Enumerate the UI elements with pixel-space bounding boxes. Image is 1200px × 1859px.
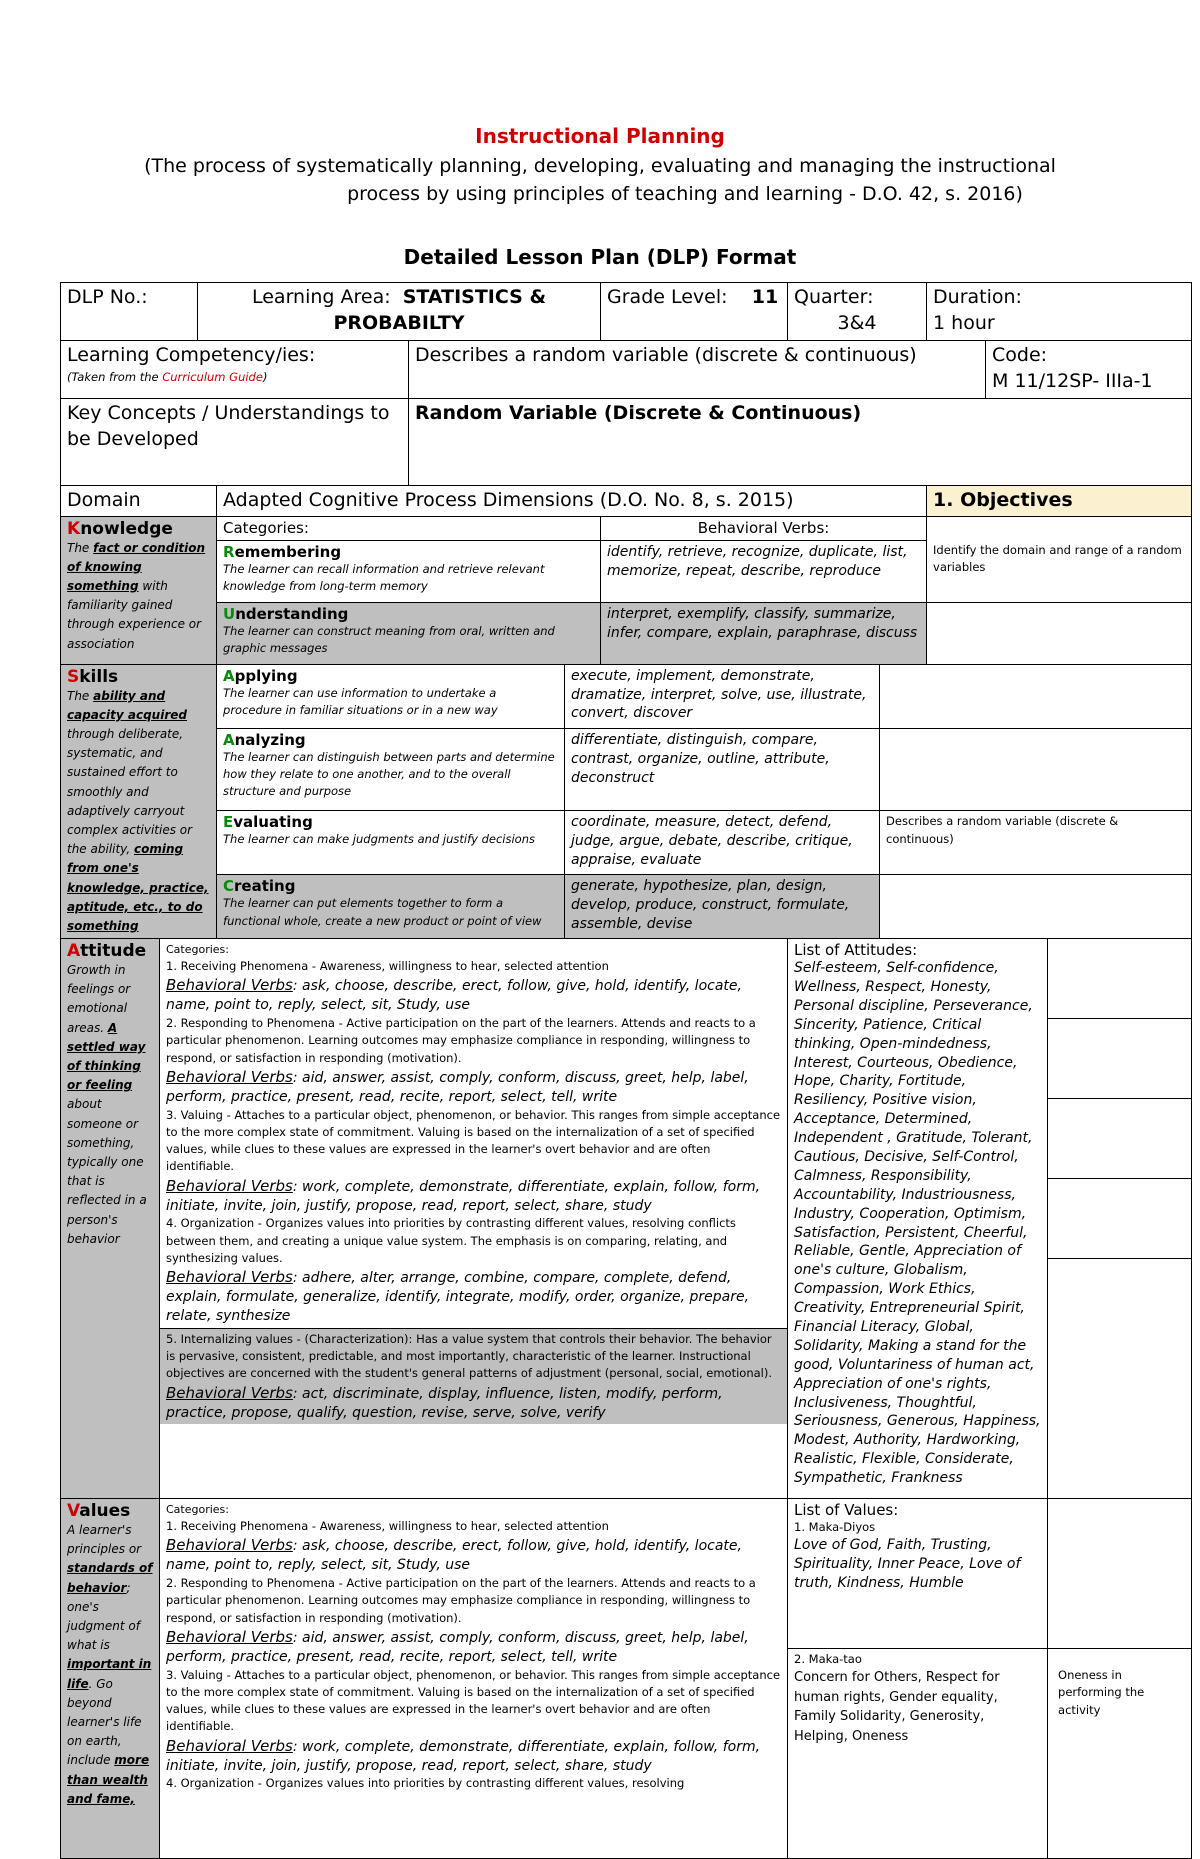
domain-label: Domain — [61, 486, 217, 517]
values-title: Values — [67, 1501, 131, 1522]
creating-desc: The learner can put elements together to form a functional whole, create a new product or point of view — [223, 896, 542, 928]
attitude-list: Self-esteem, Self-confidence, Wellness, Respect, Honesty, Personal discipline, Perseverance, Sincerity, Patience, Critical thinking, Open-mindedness, Interest, Courteous, Obedience, Hope, Charity, Fortitude, Resiliency, Positive vision, Acceptance, Determined, Independent , Gratitude, Tolerant, Cautious, Decisive, Self-Control, Calmness, Responsibility, Accountability, Industriousness, Industry, Cooperation, Optimism, Satisfaction, Persistent, Cheerful, Reliable, Gentle, Appreciation of one's culture, Globalism, Compassion, Work Ethics, Creativity, Entrepreneurial Spirit, Financial Literacy, Global, Solidarity, Making a stand for the good, Voluntariness of human act, Appreciation of one's rights, Inclusiveness, Thoughtful, Seriousness, Generous, Happiness, Modest, Authority, Hardworking, Realistic, Flexible, Considerate, Sympathetic, Frankness — [794, 960, 1041, 1487]
remembering-cell — [217, 540, 601, 602]
evaluating-title: Evaluating — [223, 813, 313, 832]
attitude-cat4: 4. Organization - Organizes values into priorities by contrasting different values, resolving conflicts between them, and creating a unique value system. The emphasis is on comparing, relating, and synthesizing values. — [166, 1216, 736, 1265]
maka-diyos-label: 1. Maka-Diyos — [794, 1520, 876, 1535]
attitude-objective-cell — [1048, 939, 1192, 1499]
attitude-cat3-verbs: Behavioral Verbs: work, complete, demonstrate, differentiate, explain, follow, form, initiate, invite, join, justify, propose, read, report, select, share, study — [166, 1176, 761, 1214]
attitude-cat1-verbs: Behavioral Verbs: ask, choose, describe, erect, follow, give, hold, identify, locate, name, point to, reply, select, sit, Study, use — [166, 976, 742, 1014]
quarter-value: 3&4 — [837, 311, 877, 334]
dimensions-label: Adapted Cognitive Process Dimensions (D.O. No. 8, s. 2015) — [217, 486, 927, 517]
analyzing-objective — [880, 728, 1192, 811]
values-categories-cell — [160, 1499, 788, 1859]
competency-note: (Taken from the Curriculum Guide) — [67, 369, 268, 384]
attitude-cell — [61, 939, 160, 1499]
document-subtitle-line2: process by using principles of teaching and learning - D.O. 42, s. 2016) — [347, 183, 1023, 205]
creating-title: Creating — [223, 877, 296, 896]
attitude-list-label: List of Attitudes: — [794, 941, 918, 960]
analyzing-cell — [217, 728, 565, 811]
maka-tao-objective: Oneness in performing the activity — [1058, 1668, 1145, 1717]
applying-objective — [880, 664, 1192, 728]
values-cat1: 1. Receiving Phenomena - Awareness, willingness to hear, selected attention — [166, 1519, 609, 1534]
analyzing-desc: The learner can distinguish between parts and determine how they relate to one another, and to the overall structure and purpose — [223, 749, 555, 799]
maka-tao-box — [788, 1649, 1048, 1858]
competency-value: Describes a random variable (discrete & continuous) — [409, 341, 986, 399]
attitude-cat2-verbs: Behavioral Verbs: aid, answer, assist, comply, conform, discuss, greet, help, label, perform, practice, present, read, recite, report, select, tell, write — [166, 1067, 749, 1105]
grade-level-cell — [601, 283, 788, 341]
creating-objective — [880, 875, 1192, 939]
maka-diyos-box — [788, 1499, 1048, 1648]
understanding-cell — [217, 602, 601, 664]
values-cat4: 4. Organization - Organizes values into priorities by contrasting different values, resolving — [166, 1776, 685, 1791]
attitude-cat3: 3. Valuing - Attaches to a particular object, phenomenon, or behavior. This ranges from simple acceptance to the more complex state of commitment. Valuing is based on the internalization of a set of specified values, while clues to these values are expressed in the learner's overt behavior and are often identifiable. — [166, 1107, 781, 1174]
skills-cell — [61, 664, 217, 938]
knowledge-cell — [61, 516, 217, 664]
objective-empty-cell — [927, 516, 1192, 540]
remembering-verbs: identify, retrieve, recognize, duplicate, list, memorize, repeat, describe, reproduce — [601, 540, 927, 602]
key-concepts-value: Random Variable (Discrete & Continuous) — [409, 399, 1192, 486]
behavioral-verbs-header: Behavioral Verbs: — [601, 516, 927, 540]
remembering-title: Remembering — [223, 542, 342, 561]
skills-title: Skills — [67, 666, 119, 687]
values-cat3-verbs: Behavioral Verbs: work, complete, demonstrate, differentiate, explain, follow, form, initiate, invite, join, justify, propose, read, report, select, share, study — [166, 1736, 761, 1774]
document-title: Instructional Planning — [475, 124, 725, 148]
document-subtitle-line1: (The process of systematically planning, developing, evaluating and managing the instructional — [144, 155, 1056, 177]
values-list-label: List of Values: — [794, 1501, 899, 1520]
understanding-desc: The learner can construct meaning from oral, written and graphic messages — [223, 623, 555, 655]
evaluating-objective: Describes a random variable (discrete & continuous) — [880, 811, 1192, 875]
values-cat2-verbs: Behavioral Verbs: aid, answer, assist, comply, conform, discuss, greet, help, label, perform, practice, present, read, recite, report, select, tell, write — [166, 1627, 749, 1665]
dlp-no-cell — [61, 283, 198, 341]
skills-desc: The ability and capacity acquired through deliberate, systematic, and sustained effort to smoothly and adaptively carryout complex activities or the ability, coming from one's knowledge, practice, aptitude, etc., to do something — [67, 688, 209, 933]
learning-area-value: STATISTICS & PROBABILTY — [333, 286, 547, 334]
analyzing-verbs: differentiate, distinguish, compare, contrast, organize, outline, attribute, deconstruct — [565, 728, 880, 811]
duration-value: 1 hour — [933, 311, 995, 334]
values-cat3: 3. Valuing - Attaches to a particular object, phenomenon, or behavior. This ranges from simple acceptance to the more complex state of commitment. Valuing is based on the internalization of a set of specified values, while clues to these values are expressed in the learner's overt behavior and are often identifiable. — [166, 1667, 781, 1734]
competency-label-cell — [61, 341, 409, 399]
quarter-label: Quarter: — [794, 286, 874, 308]
quarter-cell — [788, 283, 927, 341]
attitude-cat1: 1. Receiving Phenomena - Awareness, willingness to hear, selected attention — [166, 959, 609, 974]
duration-label: Duration: — [933, 286, 1022, 308]
attitude-categories-label: Categories: — [166, 943, 229, 957]
maka-diyos-list: Love of God, Faith, Trusting, Spirituality, Inner Peace, Love of truth, Kindness, Humble — [794, 1537, 1021, 1592]
remembering-desc: The learner can recall information and retrieve relevant knowledge from long-term memory — [223, 561, 545, 593]
dlp-table — [60, 282, 1192, 1859]
applying-cell — [217, 664, 565, 728]
code-value: M 11/12SP- IIIa-1 — [992, 369, 1153, 392]
curriculum-guide-label: Curriculum Guide — [162, 369, 263, 384]
understanding-verbs: interpret, exemplify, classify, summarize, infer, compare, explain, paraphrase, discuss — [601, 602, 927, 664]
understanding-objective — [927, 602, 1192, 664]
evaluating-desc: The learner can make judgments and justify decisions — [223, 832, 535, 847]
maka-tao-label: 2. Maka-tao — [794, 1652, 862, 1667]
values-cat1-verbs: Behavioral Verbs: ask, choose, describe, erect, follow, give, hold, identify, locate, name, point to, reply, select, sit, Study, use — [166, 1536, 742, 1574]
attitude-title: Attitude — [67, 941, 147, 962]
code-label: Code: — [992, 344, 1048, 366]
evaluating-verbs: coordinate, measure, detect, defend, judge, argue, debate, describe, critique, appraise, evaluate — [565, 811, 880, 875]
categories-header: Categories: — [217, 516, 601, 540]
values-list-cell — [788, 1499, 1192, 1859]
applying-desc: The learner can use information to undertake a procedure in familiar situations or in a new way — [223, 685, 498, 717]
knowledge-desc: The fact or condition of knowing something with familiarity gained through experience or association — [67, 540, 206, 651]
grade-level-label: Grade Level: — [607, 286, 728, 308]
applying-verbs: execute, implement, demonstrate, dramatize, interpret, solve, use, illustrate, convert, discover — [565, 664, 880, 728]
duration-cell — [927, 283, 1192, 341]
values-categories-label: Categories: — [166, 1503, 229, 1517]
knowledge-title: Knowledge — [67, 518, 173, 539]
attitude-cat5-box — [160, 1328, 787, 1425]
learning-area-cell — [198, 283, 601, 341]
format-title: Detailed Lesson Plan (DLP) Format — [403, 245, 797, 269]
remembering-objective: Identify the domain and range of a random variables — [927, 540, 1192, 602]
applying-title: Applying — [223, 666, 298, 685]
objectives-label: 1. Objectives — [927, 486, 1192, 517]
creating-cell — [217, 875, 565, 939]
grade-level-value: 11 — [751, 286, 779, 308]
understanding-title: Understanding — [223, 604, 349, 623]
creating-verbs: generate, hypothesize, plan, design, develop, produce, construct, formulate, assemble, devise — [565, 875, 880, 939]
evaluating-cell — [217, 811, 565, 875]
attitude-cat5: 5. Internalizing values - (Characterization): Has a value system that controls their behavior. The behavior is pervasive, consistent, predictable, and most importantly, characteristic of the learner. Instructional objectives are concerned with the student's general patterns of adjustment (personal, social, emotional). — [166, 1331, 773, 1381]
competency-label: Learning Competency/ies: — [67, 344, 316, 366]
key-concepts-label: Key Concepts / Understandings to be Developed — [61, 399, 409, 486]
values-desc: A learner's principles or standards of behavior; one's judgment of what is important in life. Go beyond learner's life on earth, include more than wealth and fame, — [67, 1523, 153, 1806]
attitude-desc: Growth in feelings or emotional areas. A settled way of thinking or feeling about someone or something, typically one that is reflected in a person's behavior — [67, 963, 147, 1246]
learning-area-label: Learning Area: — [251, 286, 391, 308]
attitude-cat2: 2. Responding to Phenomena - Active participation on the part of the learners. Attends and reacts to a particular phenomenon. Learning outcomes may emphasize compliance in responding, willingness to respond, or satisfaction in responding (motivation). — [166, 1016, 756, 1065]
maka-tao-list: Concern for Others, Respect for human rights, Gender equality, Family Solidarity, Generosity, Helping, Oneness — [794, 1670, 1000, 1744]
attitude-cat5-verbs: Behavioral Verbs: act, discriminate, display, influence, listen, modify, perform, practice, propose, qualify, question, revise, serve, solve, verify — [166, 1383, 723, 1421]
dlp-no-label: DLP No.: — [67, 286, 148, 308]
attitude-categories-cell — [160, 939, 788, 1499]
analyzing-title: Analyzing — [223, 730, 306, 749]
values-cell — [61, 1499, 160, 1859]
attitude-list-cell — [788, 939, 1048, 1499]
attitude-cat4-verbs: Behavioral Verbs: adhere, alter, arrange, combine, compare, complete, defend, explain, formulate, generalize, identify, integrate, modify, order, organize, prepare, relate, synthesize — [166, 1268, 750, 1324]
values-cat2: 2. Responding to Phenomena - Active participation on the part of the learners. Attends and reacts to a particular phenomenon. Learning outcomes may emphasize compliance in responding, willingness to respond, or satisfaction in responding (motivation). — [166, 1576, 756, 1625]
code-cell — [986, 341, 1192, 399]
